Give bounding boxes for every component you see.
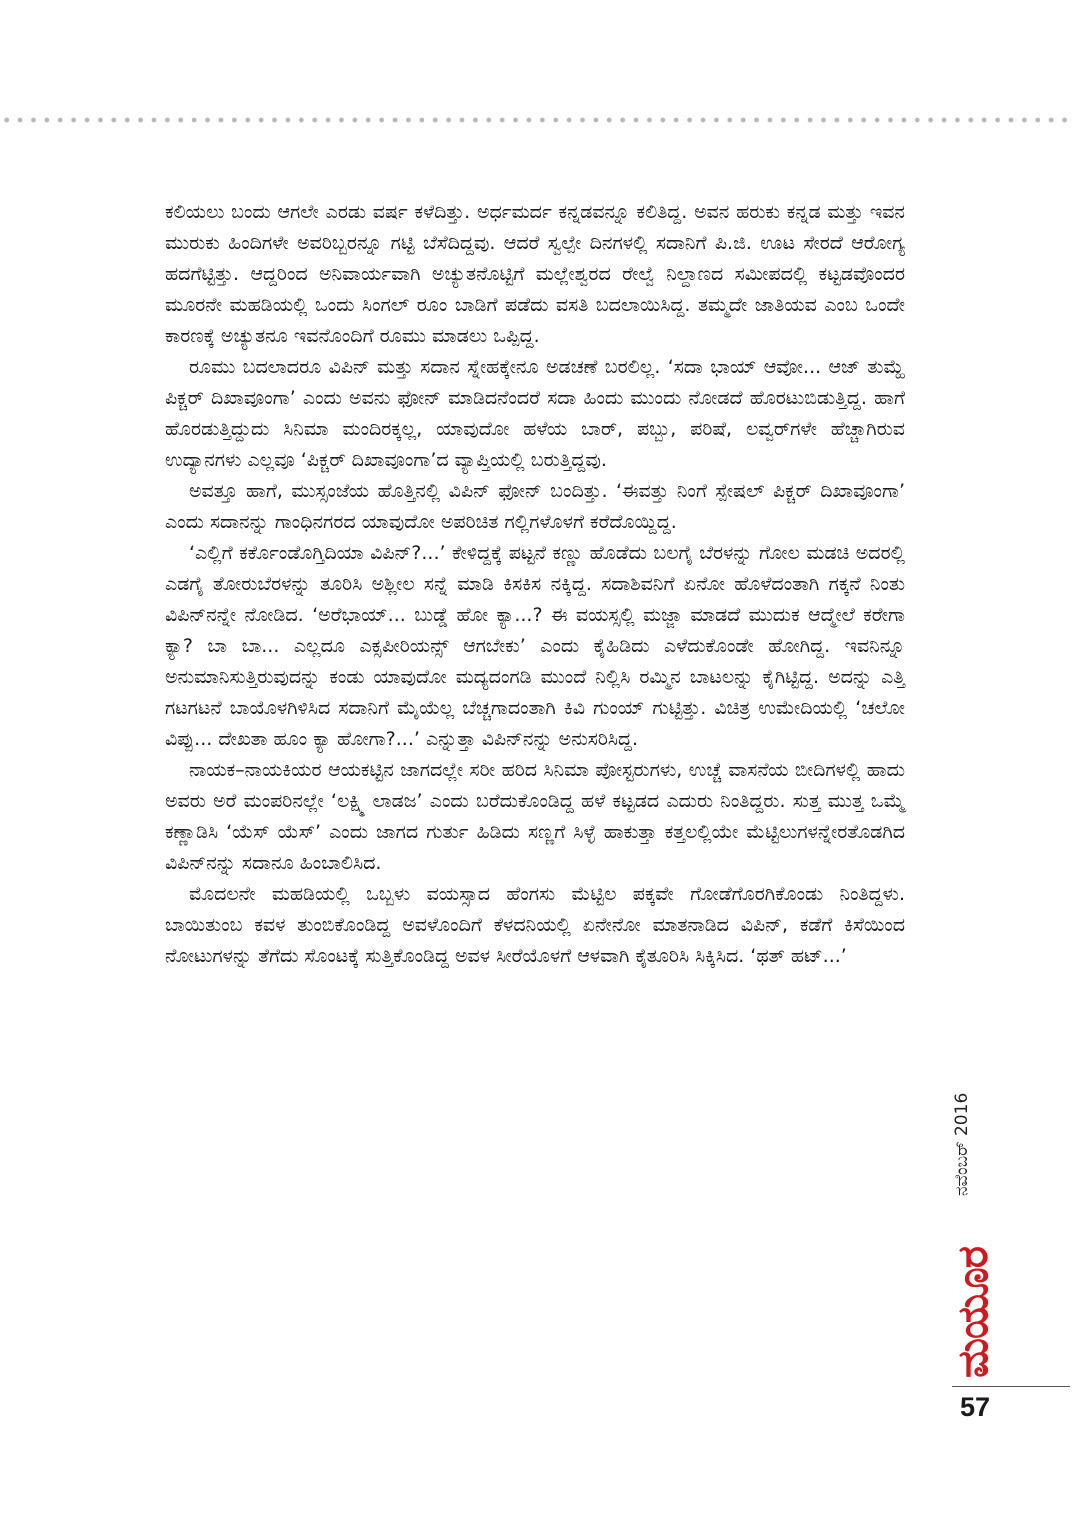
magazine-logo: ಮಯೂರ (948, 1247, 997, 1378)
paragraph: ನಾಯಕ–ನಾಯಕಿಯರ ಆಯಕಟ್ಟಿನ ಜಾಗದಲ್ಲೇ ಸರೀ ಹರಿದ ಸಿನಿಮಾ ಪೋಸ್ಟರುಗಳು, ಉಚ್ಚೆ ವಾಸನೆಯ ಬೀದಿಗಳಲ್ಲಿ ಹಾದು ಅವರು ಅರೆ ಮಂಪರಿನಲ್ಲೇ ‘ಲಕ್ಷ್ಮಿ ಲಾಡಜ’ ಎಂದು ಬರೆದುಕೊಂಡಿದ್ದ ಹಳೆ ಕಟ್ಟಡದ ಎದುರು ನಿಂತಿದ್ದರು. ಸುತ್ತ ಮುತ್ತ ಒಮ್ಮೆ ಕಣ್ಣಾಡಿಸಿ ‘ಯೆಸ್ ಯೆಸ್’ ಎಂದು ಜಾಗದ ಗುರ್ತು ಹಿಡಿದು ಸಣ್ಣಗೆ ಸಿಳ್ಳೆ ಹಾಕುತ್ತಾ ಕತ್ತಲಲ್ಲಿಯೇ ಮೆಟ್ಟಿಲುಗಳನ್ನೇರತೊಡಗಿದ ವಿಪಿನ್‌ನನ್ನು ಸದಾನೂ ಹಿಂಬಾಲಿಸಿದ. (165, 759, 905, 874)
page-number-rule (952, 1386, 1070, 1387)
paragraph: ಅವತ್ತೂ ಹಾಗೆ, ಮುಸ್ಸಂಜೆಯ ಹೊತ್ತಿನಲ್ಲಿ ವಿಪಿನ್ ಫೋನ್ ಬಂದಿತ್ತು. ‘ಈವತ್ತು ನಿಂಗೆ ಸ್ಪೇಷಲ್ ಪಿಕ್ಚರ್ ದಿಖಾವೂಂಗಾ’ ಎಂದು ಸದಾನನ್ನು ಗಾಂಧಿನಗರದ ಯಾವುದೋ ಅಪರಿಚಿತ ಗಲ್ಲಿಗಳೊಳಗೆ ಕರೆದೊಯ್ದಿದ್ದ. (165, 480, 905, 533)
dotted-separator (0, 116, 1072, 124)
issue-date: ನವೆಂಬರ್ 2016 (952, 1092, 972, 1196)
paragraph: ‘ಎಲ್ಲಿಗೆ ಕರ್ಕೊಂಡೊಗ್ತಿದಿಯಾ ವಿಪಿನ್?...’ ಕೇಳಿದ್ದಕ್ಕೆ ಪಟ್ಟನೆ ಕಣ್ಣು ಹೊಡೆದು ಬಲಗೈ ಬೆರಳನ್ನು ಗೋಲ ಮಡಚಿ ಅದರಲ್ಲಿ ಎಡಗೈ ತೋರುಬೆರಳನ್ನು ತೂರಿಸಿ ಅಶ್ಲೀಲ ಸನ್ನೆ ಮಾಡಿ ಕಿಸಕಿಸ ನಕ್ಕಿದ್ದ. ಸದಾಶಿವನಿಗೆ ಏನೋ ಹೊಳೆದಂತಾಗಿ ಗಕ್ಕನೆ ನಿಂತು ವಿಪಿನ್‌ನನ್ನೇ ನೋಡಿದ. ‘ಅರೆಭಾಯ್... ಬುಡ್ಡೆ ಹೋ ಕ್ಯಾ...? ಈ ವಯಸ್ಸಲ್ಲಿ ಮಜ್ಜಾ ಮಾಡದೆ ಮುದುಕ ಆದ್ಮೇಲೆ ಕರೇಗಾ ಕ್ಯಾ? ಬಾ ಬಾ... ಎಲ್ಲದೂ ಎಕ್ಸಪೀರಿಯನ್ಸ್ ಆಗಬೇಕು’ ಎಂದು ಕೈಹಿಡಿದು ಎಳೆದುಕೊಂಡೇ ಹೋಗಿದ್ದ. ಇವನಿನ್ನೂ ಅನುಮಾನಿಸುತ್ತಿರುವುದನ್ನು ಕಂಡು ಯಾವುದೋ ಮದ್ಯದಂಗಡಿ ಮುಂದೆ ನಿಲ್ಲಿಸಿ ರಮ್ಮಿನ ಬಾಟಲನ್ನು ಕೈಗಿಟ್ಟಿದ್ದ. ಅದನ್ನು ಎತ್ತಿ ಗಟಗಟನೆ ಬಾಯೊಳಗಿಳಿಸಿದ ಸದಾನಿಗೆ ಮೈಯೆಲ್ಲ ಬೆಚ್ಚಗಾದಂತಾಗಿ ಕಿವಿ ಗುಂಯ್ ಗುಟ್ಟಿತ್ತು. ವಿಚಿತ್ರ ಉಮೇದಿಯಲ್ಲಿ ‘ಚಲೋ ವಿಪ್ಪು... ದೇಖತಾ ಹೂಂ ಕ್ಯಾ ಹೋಗಾ?...’ ಎನ್ನುತ್ತಾ ವಿಪಿನ್‌ನನ್ನು ಅನುಸರಿಸಿದ್ದ. (165, 542, 905, 750)
article-body (165, 197, 905, 972)
paragraph: ಕಲಿಯಲು ಬಂದು ಆಗಲೇ ಎರಡು ವರ್ಷ ಕಳೆದಿತ್ತು. ಅರ್ಧಮರ್ದ ಕನ್ನಡವನ್ನೂ ಕಲಿತಿದ್ದ. ಅವನ ಹರುಕು ಕನ್ನಡ ಮತ್ತು ಇವನ ಮುರುಕು ಹಿಂದಿಗಳೇ ಅವರಿಬ್ಬರನ್ನೂ ಗಟ್ಟಿ ಬೆಸೆದಿದ್ದವು. ಆದರೆ ಸ್ವಲ್ಪೇ ದಿನಗಳಲ್ಲಿ ಸದಾನಿಗೆ ಪಿ.ಜಿ. ಊಟ ಸೇರದೆ ಆರೋಗ್ಯ ಹದಗೆಟ್ಟಿತ್ತು. ಆದ್ದರಿಂದ ಅನಿವಾರ್ಯವಾಗಿ ಅಚ್ಯುತನೊಟ್ಟಿಗೆ ಮಲ್ಲೇಶ್ವರದ ರೇಲ್ವೆ ನಿಲ್ದಾಣದ ಸಮೀಪದಲ್ಲಿ ಕಟ್ಟಡವೊಂದರ ಮೂರನೇ ಮಹಡಿಯಲ್ಲಿ ಒಂದು ಸಿಂಗಲ್ ರೂಂ ಬಾಡಿಗೆ ಪಡೆದು ವಸತಿ ಬದಲಾಯಿಸಿದ್ದ. ತಮ್ಮದೇ ಜಾತಿಯವ ಎಂಬ ಒಂದೇ ಕಾರಣಕ್ಕೆ ಅಚ್ಯುತನೂ ಇವನೊಂದಿಗೆ ರೂಮು ಮಾಡಲು ಒಪ್ಪಿದ್ದ. (165, 201, 905, 347)
page-number: 57 (960, 1392, 991, 1422)
paragraph: ಮೊದಲನೇ ಮಹಡಿಯಲ್ಲಿ ಒಬ್ಬಳು ವಯಸ್ಸಾದ ಹೆಂಗಸು ಮೆಟ್ಟಿಲ ಪಕ್ಕವೇ ಗೋಡೆಗೊರಗಿಕೊಂಡು ನಿಂತಿದ್ದಳು. ಬಾಯಿತುಂಬ ಕವಳ ತುಂಬಿಕೊಂಡಿದ್ದ ಅವಳೊಂದಿಗೆ ಕೆಳದನಿಯಲ್ಲಿ ಏನೇನೋ ಮಾತನಾಡಿದ ವಿಪಿನ್, ಕಡೆಗೆ ಕಿಸೆಯಿಂದ ನೋಟುಗಳನ್ನು ತೆಗೆದು ಸೊಂಟಕ್ಕೆ ಸುತ್ತಿಕೊಂಡಿದ್ದ ಅವಳ ಸೀರೆಯೊಳಗೆ ಆಳವಾಗಿ ಕೈತೂರಿಸಿ ಸಿಕ್ಕಿಸಿದ. ‘ಥತ್ ಹಟ್...’ (165, 883, 905, 967)
paragraph: ರೂಮು ಬದಲಾದರೂ ವಿಪಿನ್ ಮತ್ತು ಸದಾನ ಸ್ನೇಹಕ್ಕೇನೂ ಅಡಚಣೆ ಬರಲಿಲ್ಲ. ‘ಸದಾ ಭಾಯ್ ಆವೋ... ಆಜ್ ತುಮ್ಹೆ ಪಿಕ್ಚರ್ ದಿಖಾವೂಂಗಾ’ ಎಂದು ಅವನು ಫೋನ್ ಮಾಡಿದನೆಂದರೆ ಸದಾ ಹಿಂದು ಮುಂದು ನೋಡದೆ ಹೊರಟುಬಿಡುತ್ತಿದ್ದ. ಹಾಗೆ ಹೊರಡುತ್ತಿದ್ದುದು ಸಿನಿಮಾ ಮಂದಿರಕ್ಕಲ್ಲ, ಯಾವುದೋ ಹಳೆಯ ಬಾರ್, ಪಬ್ಬು, ಪರಿಷೆ, ಲವ್ವರ್‌ಗಳೇ ಹೆಚ್ಚಾಗಿರುವ ಉದ್ಯಾನಗಳು ಎಲ್ಲವೂ ‘ಪಿಕ್ಚರ್ ದಿಖಾವೂಂಗಾ’ದ ವ್ಯಾಪ್ತಿಯಲ್ಲಿ ಬರುತ್ತಿದ್ದವು. (165, 356, 905, 471)
